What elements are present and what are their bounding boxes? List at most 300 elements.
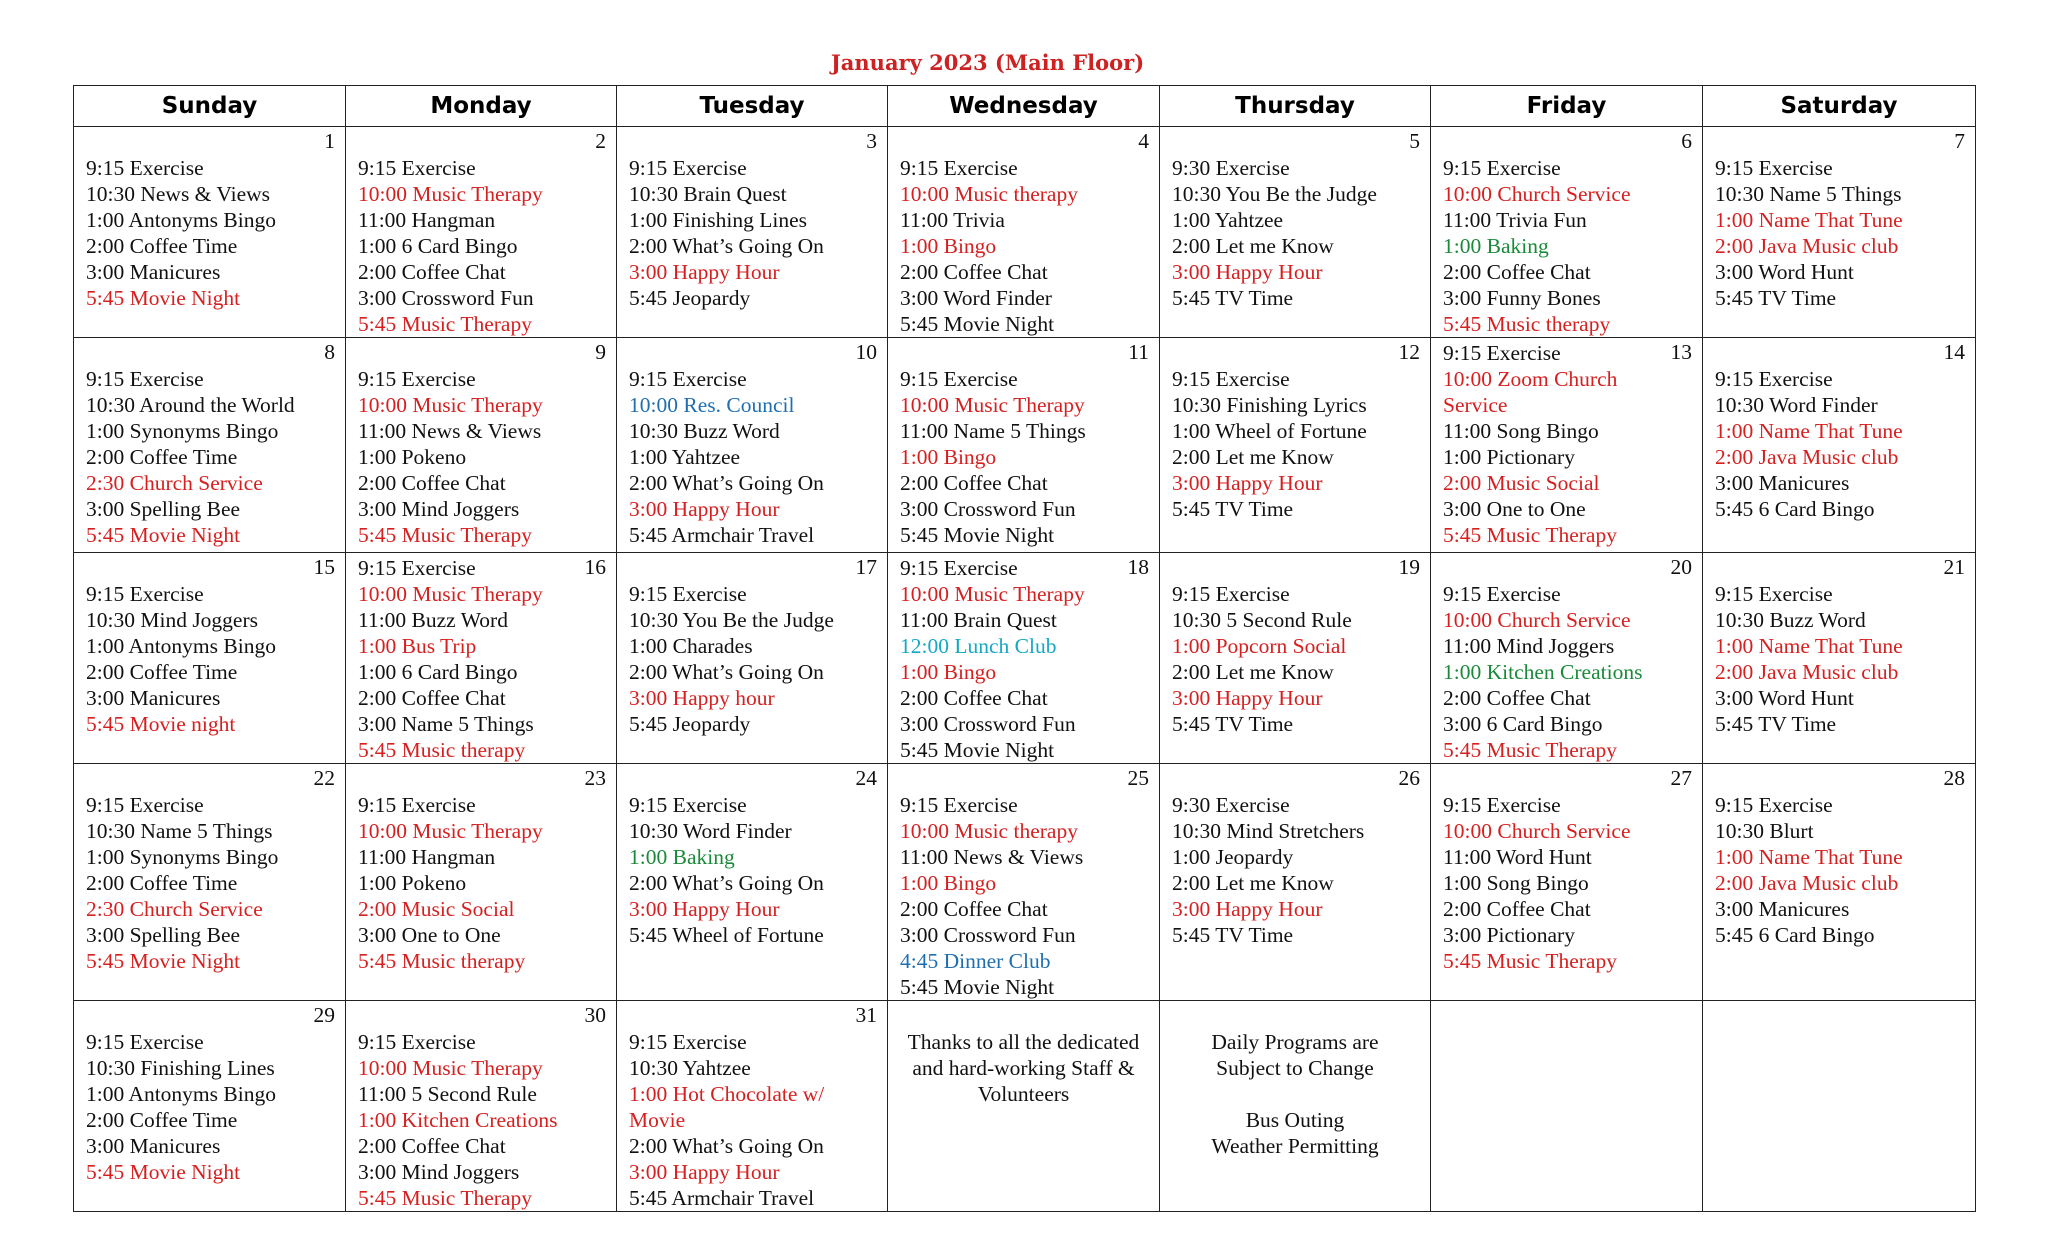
day-number: 13 — [1670, 340, 1692, 364]
event-item: 5:45 TV Time — [1172, 286, 1294, 310]
event-item: 9:15 Exercise — [629, 1030, 747, 1054]
day-number: 1 — [324, 129, 335, 153]
note-cell — [888, 1001, 1160, 1212]
day-number: 15 — [313, 555, 335, 579]
day-cell-content — [74, 338, 345, 552]
event-item: 3:00 Pictionary — [1443, 923, 1575, 947]
event-item: 10:30 You Be the Judge — [1172, 182, 1377, 206]
event-item: 9:15 Exercise — [1715, 582, 1833, 606]
day-cell-content — [888, 764, 1159, 1000]
day-cell-16 — [346, 553, 617, 764]
event-item: 9:15 Exercise — [900, 793, 1018, 817]
day-cell-content — [888, 127, 1159, 337]
day-cell-content — [1431, 553, 1702, 763]
event-item: 1:00 Synonyms Bingo — [86, 419, 279, 443]
week-row — [74, 338, 1976, 553]
event-item: 5:45 Jeopardy — [629, 286, 751, 310]
event-item: 10:00 Music Therapy — [358, 582, 543, 606]
event-item: 3:00 Funny Bones — [1443, 286, 1601, 310]
day-cell-content — [1431, 1001, 1702, 1211]
event-item: 5:45 Movie Night — [86, 1160, 241, 1184]
event-item: 2:00 Coffee Chat — [1443, 897, 1591, 921]
day-cell-5 — [1160, 127, 1431, 338]
event-item: 10:00 Music Therapy — [900, 393, 1085, 417]
event-item: 11:00 Name 5 Things — [900, 419, 1086, 443]
event-item: 1:00 Song Bingo — [1443, 871, 1589, 895]
event-item: 1:00 Kitchen Creations — [1443, 660, 1643, 684]
event-list — [900, 340, 1147, 548]
event-list — [358, 766, 604, 974]
day-cell-15 — [74, 553, 346, 764]
event-item: 9:15 Exercise — [629, 156, 747, 180]
day-number: 10 — [855, 340, 877, 364]
event-item: 2:30 Church Service — [86, 897, 263, 921]
event-item: 11:00 Trivia — [900, 208, 1005, 232]
day-number: 12 — [1398, 340, 1420, 364]
event-item: 2:00 Coffee Chat — [358, 1134, 506, 1158]
day-cell-14 — [1703, 338, 1976, 553]
event-item: 3:00 Happy Hour — [1172, 260, 1323, 284]
event-item: 3:00 Manicures — [86, 1134, 221, 1158]
event-list — [1172, 129, 1418, 311]
day-number: 27 — [1670, 766, 1692, 790]
event-item: 2:00 Java Music club — [1715, 234, 1899, 258]
event-item: 1:00 Antonyms Bingo — [86, 208, 276, 232]
event-item: 10:30 Mind Joggers — [86, 608, 258, 632]
week-row — [74, 764, 1976, 1001]
event-item: 2:00 Coffee Chat — [358, 471, 506, 495]
day-cell-content — [1703, 338, 1975, 552]
day-number: 3 — [866, 129, 877, 153]
event-item: 3:00 Happy Hour — [629, 260, 780, 284]
day-number: 4 — [1138, 129, 1149, 153]
event-list — [629, 129, 875, 311]
event-item: 3:00 Happy hour — [629, 686, 775, 710]
event-item: 1:00 Wheel of Fortune — [1172, 419, 1367, 443]
event-item: 3:00 Word Finder — [900, 286, 1052, 310]
event-item: Service — [1443, 393, 1508, 417]
day-number: 22 — [313, 766, 335, 790]
day-number: 20 — [1670, 555, 1692, 579]
event-item: 1:00 6 Card Bingo — [358, 234, 518, 258]
event-item: 9:15 Exercise — [900, 556, 1018, 580]
note-line: Weather Permitting — [1211, 1134, 1379, 1158]
event-item: 11:00 News & Views — [358, 419, 542, 443]
event-item: 9:15 Exercise — [1715, 367, 1833, 391]
day-cell-28 — [1703, 764, 1976, 1001]
day-cell-18 — [888, 553, 1160, 764]
day-cell-content — [346, 553, 616, 763]
day-cell-content — [1160, 338, 1430, 552]
day-cell-content — [888, 553, 1159, 763]
note-cell — [1160, 1001, 1431, 1212]
event-item: 9:15 Exercise — [629, 793, 747, 817]
event-item: 2:00 Coffee Chat — [1443, 686, 1591, 710]
event-item: 9:15 Exercise — [629, 367, 747, 391]
event-item: 10:00 Music Therapy — [358, 819, 543, 843]
event-item: 1:00 Bingo — [900, 445, 997, 469]
event-item: 3:00 Crossword Fun — [900, 497, 1076, 521]
day-cell-content — [74, 553, 345, 763]
event-item: 5:45 Movie night — [86, 712, 236, 736]
event-item: 3:00 6 Card Bingo — [1443, 712, 1603, 736]
day-cell-3 — [617, 127, 888, 338]
event-item: 5:45 Music Therapy — [1443, 738, 1617, 762]
event-item: 5:45 Armchair Travel — [629, 523, 815, 547]
day-cell-23 — [346, 764, 617, 1001]
day-cell-content — [1703, 764, 1975, 1000]
event-item: 3:00 Happy Hour — [1172, 897, 1323, 921]
event-item: 9:15 Exercise — [86, 1030, 204, 1054]
event-item: 1:00 Pokeno — [358, 445, 467, 469]
event-item: 10:30 Finishing Lines — [86, 1056, 275, 1080]
event-list — [86, 555, 333, 737]
calendar-body — [74, 127, 1976, 1212]
event-item: 9:15 Exercise — [358, 556, 476, 580]
event-item: 11:00 5 Second Rule — [358, 1082, 537, 1106]
event-item: 5:45 TV Time — [1172, 497, 1294, 521]
day-cell-10 — [617, 338, 888, 553]
event-item: 2:00 Let me Know — [1172, 234, 1334, 258]
event-item: 2:00 Coffee Chat — [1443, 260, 1591, 284]
event-item: 2:00 Coffee Chat — [358, 260, 506, 284]
event-item: 11:00 Song Bingo — [1443, 419, 1599, 443]
event-item: 2:30 Church Service — [86, 471, 263, 495]
event-item: 2:00 Coffee Chat — [900, 686, 1048, 710]
event-item: 9:15 Exercise — [358, 156, 476, 180]
weekday-header-thursday: Thursday — [1160, 86, 1431, 127]
event-list — [900, 766, 1147, 1000]
day-number: 9 — [595, 340, 606, 364]
event-item: 2:00 What’s Going On — [629, 471, 824, 495]
note-line: Bus Outing — [1245, 1108, 1345, 1132]
day-cell-1 — [74, 127, 346, 338]
event-list — [1443, 555, 1690, 763]
day-cell-content — [617, 553, 887, 763]
event-item: 9:15 Exercise — [1172, 582, 1290, 606]
event-item: 1:00 Yahtzee — [1172, 208, 1284, 232]
day-cell-7 — [1703, 127, 1976, 338]
event-item: 5:45 6 Card Bingo — [1715, 497, 1875, 521]
event-item: 3:00 One to One — [358, 923, 501, 947]
event-item: 4:45 Dinner Club — [900, 949, 1051, 973]
event-item: 2:00 Music Social — [1443, 471, 1600, 495]
event-item: 9:15 Exercise — [1443, 793, 1561, 817]
event-item: 5:45 Wheel of Fortune — [629, 923, 824, 947]
calendar-grid — [73, 85, 1976, 1212]
week-row — [74, 553, 1976, 764]
event-list — [900, 555, 1147, 763]
event-item: 5:45 Movie Night — [900, 523, 1055, 547]
day-cell-content — [1431, 127, 1702, 337]
event-item: 3:00 Manicures — [86, 260, 221, 284]
event-item: 10:30 News & Views — [86, 182, 271, 206]
day-cell-content — [617, 338, 887, 552]
event-item: 1:00 Yahtzee — [629, 445, 741, 469]
day-number: 14 — [1943, 340, 1965, 364]
event-item: 5:45 Movie Night — [900, 738, 1055, 762]
day-cell-content — [1703, 1001, 1975, 1211]
day-number: 2 — [595, 129, 606, 153]
event-item: 9:15 Exercise — [1172, 367, 1290, 391]
event-list — [86, 766, 333, 974]
day-cell-content — [74, 1001, 345, 1211]
day-cell-19 — [1160, 553, 1431, 764]
day-number: 18 — [1127, 555, 1149, 579]
day-cell-content — [1703, 553, 1975, 763]
event-list — [900, 129, 1147, 337]
day-cell-4 — [888, 127, 1160, 338]
event-item: 11:00 Brain Quest — [900, 608, 1057, 632]
event-item: 3:00 Crossword Fun — [900, 923, 1076, 947]
event-list — [358, 129, 604, 337]
event-item: 10:00 Music therapy — [900, 182, 1078, 206]
event-item: 10:30 5 Second Rule — [1172, 608, 1352, 632]
week-row — [74, 127, 1976, 338]
day-cell-17 — [617, 553, 888, 764]
event-item: 3:00 Happy Hour — [629, 897, 780, 921]
event-item: 1:00 Charades — [629, 634, 753, 658]
event-list — [629, 555, 875, 737]
note-text — [1172, 1003, 1418, 1159]
day-number: 11 — [1128, 340, 1149, 364]
day-number: 28 — [1943, 766, 1965, 790]
event-list — [86, 340, 333, 548]
event-item: 10:30 You Be the Judge — [629, 608, 834, 632]
event-item: 11:00 Buzz Word — [358, 608, 508, 632]
event-item: 3:00 Mind Joggers — [358, 497, 520, 521]
event-item: 10:00 Music Therapy — [358, 1056, 543, 1080]
event-item: 1:00 Jeopardy — [1172, 845, 1294, 869]
event-item: 5:45 Music Therapy — [1443, 523, 1617, 547]
event-item: 5:45 Music therapy — [358, 949, 526, 973]
event-item: 5:45 Armchair Travel — [629, 1186, 815, 1210]
weekday-header-wednesday: Wednesday — [888, 86, 1160, 127]
note-line: Daily Programs are — [1211, 1030, 1379, 1054]
event-item: 5:45 6 Card Bingo — [1715, 923, 1875, 947]
event-item: 5:45 Music therapy — [1443, 312, 1611, 336]
event-item: 1:00 Bingo — [900, 234, 997, 258]
event-item: 5:45 Music therapy — [358, 738, 526, 762]
event-item: 3:00 Happy Hour — [629, 1160, 780, 1184]
day-number: 31 — [855, 1003, 877, 1027]
event-item: 2:00 Coffee Time — [86, 445, 238, 469]
event-item: 2:00 What’s Going On — [629, 1134, 824, 1158]
event-list — [1715, 555, 1963, 737]
day-number: 7 — [1954, 129, 1965, 153]
event-item: 11:00 News & Views — [900, 845, 1084, 869]
event-item: 3:00 Crossword Fun — [900, 712, 1076, 736]
day-cell-content — [346, 764, 616, 1000]
day-number: 6 — [1681, 129, 1692, 153]
day-cell-2 — [346, 127, 617, 338]
event-list — [358, 340, 604, 548]
note-line: Volunteers — [977, 1082, 1070, 1106]
event-item: 10:30 Brain Quest — [629, 182, 787, 206]
event-item: 9:15 Exercise — [1443, 341, 1561, 365]
event-item: 11:00 Word Hunt — [1443, 845, 1592, 869]
event-item: 5:45 TV Time — [1715, 286, 1837, 310]
day-cell-content — [1431, 764, 1702, 1000]
event-list — [86, 1003, 333, 1185]
event-item: 1:00 Baking — [629, 845, 735, 869]
event-item: 2:00 Coffee Chat — [900, 897, 1048, 921]
event-item: 10:00 Zoom Church — [1443, 367, 1618, 391]
event-item: 2:00 Coffee Time — [86, 234, 238, 258]
event-item: 3:00 Mind Joggers — [358, 1160, 520, 1184]
event-item: 2:00 Java Music club — [1715, 871, 1899, 895]
event-item: 10:30 Mind Stretchers — [1172, 819, 1365, 843]
event-item: 10:00 Music Therapy — [358, 182, 543, 206]
day-cell-content — [346, 127, 616, 337]
day-number: 30 — [584, 1003, 606, 1027]
event-item: 1:00 Antonyms Bingo — [86, 634, 276, 658]
event-item: 9:15 Exercise — [358, 367, 476, 391]
event-item: 1:00 Hot Chocolate w/ — [629, 1082, 825, 1106]
day-cell-9 — [346, 338, 617, 553]
event-list — [1172, 766, 1418, 948]
event-list — [1715, 129, 1963, 311]
event-item: 2:00 What’s Going On — [629, 871, 824, 895]
event-item: 10:00 Res. Council — [629, 393, 795, 417]
note-line: Subject to Change — [1216, 1056, 1374, 1080]
event-item: 10:30 Buzz Word — [629, 419, 780, 443]
event-item: 2:00 Coffee Time — [86, 871, 238, 895]
event-item: 3:00 Happy Hour — [1172, 471, 1323, 495]
event-item: 3:00 One to One — [1443, 497, 1586, 521]
event-list — [1443, 340, 1690, 548]
weekday-header-saturday: Saturday — [1703, 86, 1976, 127]
day-cell-8 — [74, 338, 346, 553]
day-cell-13 — [1431, 338, 1703, 553]
event-item: 1:00 Name That Tune — [1715, 845, 1903, 869]
event-item: 9:30 Exercise — [1172, 793, 1290, 817]
event-list — [629, 766, 875, 948]
day-cell-content — [1703, 127, 1975, 337]
event-item: 2:00 Java Music club — [1715, 660, 1899, 684]
event-item: 3:00 Crossword Fun — [358, 286, 534, 310]
day-cell-content — [1431, 338, 1702, 552]
event-list — [358, 1003, 604, 1211]
event-item: 3:00 Manicures — [1715, 897, 1850, 921]
event-item: 2:00 Music Social — [358, 897, 515, 921]
event-item: 1:00 Name That Tune — [1715, 208, 1903, 232]
event-item: 10:00 Church Service — [1443, 608, 1631, 632]
calendar-title: January 2023 (Main Floor) — [830, 50, 1145, 75]
day-number: 29 — [313, 1003, 335, 1027]
event-item: 5:45 Movie Night — [86, 286, 241, 310]
event-item: 3:00 Name 5 Things — [358, 712, 534, 736]
event-item: 9:15 Exercise — [900, 156, 1018, 180]
event-item: 1:00 Antonyms Bingo — [86, 1082, 276, 1106]
note-text — [900, 1003, 1147, 1107]
note-line — [1172, 1081, 1418, 1107]
event-list — [629, 340, 875, 548]
event-item: 9:15 Exercise — [629, 582, 747, 606]
day-cell-content — [888, 1001, 1159, 1211]
event-list — [629, 1003, 875, 1211]
event-item: 9:15 Exercise — [1443, 156, 1561, 180]
event-item: 5:45 Music Therapy — [358, 1186, 532, 1210]
event-item: 3:00 Happy Hour — [629, 497, 780, 521]
event-item: 10:00 Church Service — [1443, 182, 1631, 206]
day-cell-content — [617, 127, 887, 337]
event-item: 3:00 Spelling Bee — [86, 497, 241, 521]
event-item: 5:45 Movie Night — [900, 975, 1055, 999]
day-cell-24 — [617, 764, 888, 1001]
event-item: 11:00 Hangman — [358, 208, 496, 232]
event-item: 10:00 Music Therapy — [358, 393, 543, 417]
note-line: and hard-working Staff & — [912, 1056, 1135, 1080]
event-item: 11:00 Hangman — [358, 845, 496, 869]
event-item: 5:45 TV Time — [1172, 923, 1294, 947]
day-cell-content — [1160, 764, 1430, 1000]
weekday-header-friday: Friday — [1431, 86, 1703, 127]
event-item: 3:00 Happy Hour — [1172, 686, 1323, 710]
event-item: 10:30 Word Finder — [1715, 393, 1878, 417]
day-cell-content — [617, 764, 887, 1000]
event-item: 2:00 Coffee Time — [86, 1108, 238, 1132]
week-row — [74, 1001, 1976, 1212]
day-cell-11 — [888, 338, 1160, 553]
event-item: 5:45 Music Therapy — [358, 523, 532, 547]
event-item: 1:00 Pokeno — [358, 871, 467, 895]
day-cell-31 — [617, 1001, 888, 1212]
day-cell-content — [888, 338, 1159, 552]
event-item: 5:45 Movie Night — [900, 312, 1055, 336]
event-item: 10:30 Name 5 Things — [86, 819, 273, 843]
event-item: 10:30 Name 5 Things — [1715, 182, 1902, 206]
day-cell-content — [74, 764, 345, 1000]
event-item: 3:00 Manicures — [86, 686, 221, 710]
event-item: 10:30 Finishing Lyrics — [1172, 393, 1367, 417]
event-item: 5:45 Jeopardy — [629, 712, 751, 736]
event-item: 2:00 Coffee Chat — [358, 686, 506, 710]
event-item: 1:00 Synonyms Bingo — [86, 845, 279, 869]
event-item: 1:00 Kitchen Creations — [358, 1108, 558, 1132]
day-number: 23 — [584, 766, 606, 790]
day-cell-content — [346, 338, 616, 552]
event-item: 2:00 Let me Know — [1172, 871, 1334, 895]
day-cell-content — [1160, 127, 1430, 337]
empty-cell — [1431, 1001, 1703, 1212]
day-cell-22 — [74, 764, 346, 1001]
event-item: 10:00 Music Therapy — [900, 582, 1085, 606]
event-item: Movie — [629, 1108, 686, 1132]
day-cell-content — [346, 1001, 616, 1211]
day-number: 25 — [1127, 766, 1149, 790]
event-item: 9:15 Exercise — [1443, 582, 1561, 606]
day-number: 21 — [1943, 555, 1965, 579]
event-list — [1172, 340, 1418, 522]
event-item: 9:15 Exercise — [900, 367, 1018, 391]
event-item: 1:00 Name That Tune — [1715, 419, 1903, 443]
day-cell-30 — [346, 1001, 617, 1212]
event-item: 9:15 Exercise — [1715, 156, 1833, 180]
event-item: 10:00 Music therapy — [900, 819, 1078, 843]
event-item: 11:00 Trivia Fun — [1443, 208, 1587, 232]
event-list — [1443, 766, 1690, 974]
event-item: 5:45 Movie Night — [86, 523, 241, 547]
day-cell-content — [1160, 553, 1430, 763]
day-cell-content — [1160, 1001, 1430, 1211]
weekday-header-tuesday: Tuesday — [617, 86, 888, 127]
event-item: 1:00 Bus Trip — [358, 634, 477, 658]
day-cell-content — [617, 1001, 887, 1211]
event-item: 3:00 Spelling Bee — [86, 923, 241, 947]
event-item: 1:00 Finishing Lines — [629, 208, 807, 232]
day-cell-12 — [1160, 338, 1431, 553]
